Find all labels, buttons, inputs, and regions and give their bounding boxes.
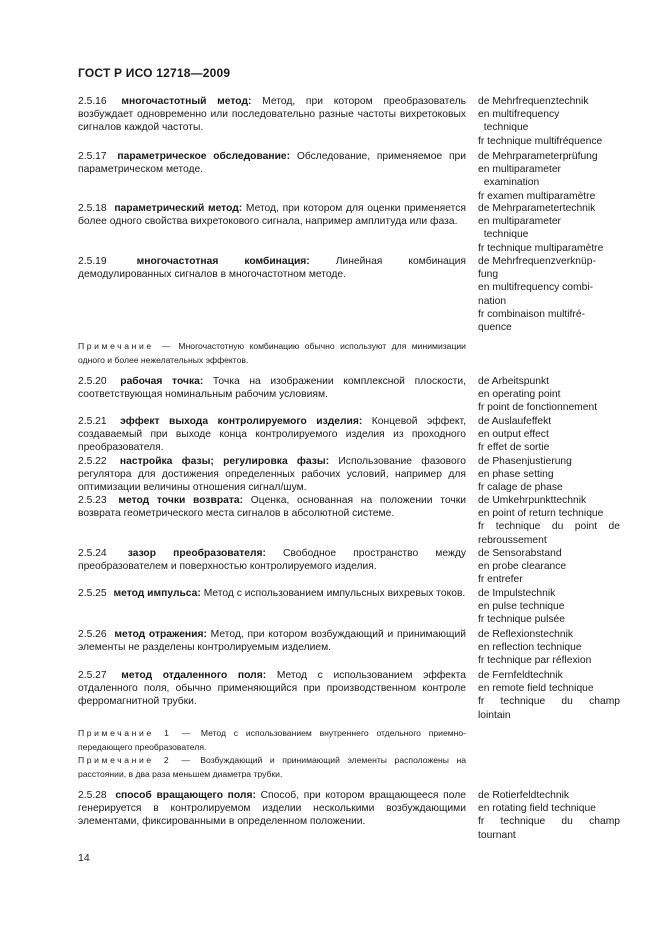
entry-term: рабочая точка:	[120, 376, 204, 387]
equivalent-line: de Mehrparametertechnik	[478, 203, 596, 214]
equivalent-line: de Mehrfrequenzverknüp-	[478, 256, 596, 267]
equivalent-line: de Sensorabstand	[478, 548, 562, 559]
note-text: Многочастотную комбинацию обычно используют для минимизации одного и более нежелательных эффектов.	[78, 341, 466, 365]
entry-2-5-25	[78, 587, 466, 600]
equivalents-2-5-19	[478, 255, 620, 334]
equivalents-2-5-17	[478, 150, 620, 203]
equivalent-line: de Impulstechnik	[478, 588, 556, 599]
entry-2-5-22	[78, 455, 466, 495]
equivalents-2-5-16	[478, 95, 620, 148]
entry-term: метод импульса:	[113, 588, 201, 599]
equivalents-2-5-24	[478, 547, 620, 587]
equivalent-line: de Auslaufeffekt	[478, 416, 552, 427]
entry-definition: Оценка, основанная на положении точки возврата геометрического места сигналов в абсолютной системе.	[78, 495, 466, 520]
entry-definition: Метод с использованием эффекта отдаленного поля, обычно применяющийся при производственном контроле ферромагнитной трубки.	[78, 670, 466, 708]
entry-number: 2.5.22	[78, 456, 107, 467]
note-text: Метод с использованием внутреннего отдельного приемно-передающего преобразователя.	[78, 728, 467, 752]
equivalents-2-5-25	[478, 587, 620, 627]
note-label: Примечание 1 —	[78, 728, 194, 738]
equivalent-line: en output effect	[478, 429, 549, 441]
equivalent-line: fr technique par réflexion	[478, 655, 592, 667]
entry-number: 2.5.21	[78, 416, 107, 427]
entry-2-5-23	[78, 494, 466, 520]
equivalents-2-5-23	[478, 494, 620, 547]
equivalents-2-5-20	[478, 375, 620, 415]
entry-definition: Точка на изображении комплексной плоскости, соответствующая номинальным рабочим условиям.	[78, 376, 466, 401]
equivalent-line: technique	[478, 122, 529, 134]
entry-2-5-17	[78, 150, 466, 176]
equivalent-line: en multiparameter	[478, 216, 561, 228]
entry-2-5-18	[78, 202, 466, 228]
equivalent-line: en reflection technique	[478, 642, 582, 654]
equivalent-line: en remote field technique	[478, 683, 594, 695]
entry-number: 2.5.16	[78, 96, 107, 107]
entry-term: зазор преобразователя:	[127, 548, 266, 559]
entry-definition: Концевой эффект, создаваемый при выходе конца контролируемого изделия из проходного преобразователя.	[78, 416, 466, 454]
equivalent-line: nation	[478, 295, 507, 307]
equivalent-line: rebroussement	[478, 534, 547, 546]
entry-term: метод точки возврата:	[118, 495, 244, 506]
entry-2-5-16	[78, 95, 466, 135]
equivalent-line: tournant	[478, 829, 516, 841]
entry-2-5-28	[78, 789, 466, 829]
equivalent-line: de Rotierfeldtechnik	[478, 790, 570, 801]
entry-2-5-21	[78, 415, 466, 455]
entry-definition: Использование фазового регулятора для достижения определенных рабочих условий, например для оптимизации величины отношения сигнал/шум.	[78, 456, 466, 494]
equivalent-line: technique	[478, 229, 529, 241]
equivalent-line: fr effet de sortie	[478, 442, 550, 454]
equivalents-2-5-27	[478, 669, 620, 722]
entry-definition: Свободное пространство между преобразователем и поверхностью контролируемого изделия.	[78, 548, 466, 573]
entry-term: параметрический метод:	[114, 203, 243, 214]
entry-number: 2.5.23	[78, 495, 107, 506]
equivalent-line: en point of return technique	[478, 508, 604, 520]
equivalent-line: de Mehrfrequenztechnik	[478, 96, 589, 107]
entry-number: 2.5.24	[78, 548, 107, 559]
entry-definition: Способ, при котором вращающееся поле генерируется в контролируемом изделии несколькими возбуждающими элементами, фиксированными в определенном положении.	[78, 790, 466, 828]
equivalent-line: de Phasenjustierung	[478, 456, 572, 467]
entry-number: 2.5.17	[78, 151, 107, 162]
equivalents-2-5-28	[478, 789, 620, 842]
entry-definition: Метод, при котором для оценки применяется более одного свойства вихретокового сигнала, например амплитуда или фаза.	[78, 203, 466, 228]
entry-2-5-19	[78, 255, 466, 281]
equivalent-line: fr entrefer	[478, 574, 523, 586]
equivalent-line: fr technique du champ	[478, 696, 620, 708]
equivalent-line: fr examen multiparamètre	[478, 190, 596, 202]
entry-2-5-20	[78, 375, 466, 401]
equivalents-2-5-18	[478, 202, 620, 255]
entry-term: многочастотная комбинация:	[136, 256, 310, 267]
equivalent-line: fr technique multiparamètre	[478, 242, 604, 254]
equivalent-line: quence	[478, 322, 512, 334]
entry-number: 2.5.18	[78, 203, 107, 214]
equivalent-line: fr calage de phase	[478, 482, 563, 494]
entry-definition: Метод с использованием импульсных вихревых токов.	[203, 588, 466, 599]
entry-definition: Метод, при котором возбуждающий и принимающий элементы не разделены контролируемым изделием.	[78, 629, 466, 654]
entry-term: эффект выхода контролируемого изделия:	[120, 416, 363, 427]
equivalent-line: fr point de fonctionnement	[478, 402, 598, 414]
entry-term: настройка фазы; регулировка фазы:	[119, 456, 330, 467]
equivalent-line: de Arbeitspunkt	[478, 376, 549, 387]
entry-definition: Метод, при котором преобразователь возбуждает одновременно или последовательно разные частоты вихретоковых сигналов каждой частоты.	[78, 96, 466, 134]
entry-number: 2.5.20	[78, 376, 107, 387]
note-text: Возбуждающий и принимающий элементы расположены на расстоянии, в два раза меньшем диаметра трубки.	[78, 755, 467, 779]
equivalent-line: de Umkehrpunkttechnik	[478, 495, 587, 506]
entry-number: 2.5.28	[78, 790, 107, 801]
entry-term: многочастотный метод:	[121, 96, 252, 107]
equivalent-line: en pulse technique	[478, 601, 565, 613]
note-2-5-27-1	[78, 727, 466, 754]
equivalent-line: fr combinaison multifré-	[478, 308, 586, 320]
equivalent-line: de Fernfeldtechnik	[478, 670, 563, 681]
entry-term: метод отражения:	[114, 629, 207, 640]
equivalents-2-5-26	[478, 628, 620, 668]
equivalent-line: en probe clearance	[478, 561, 567, 573]
equivalent-line: de Mehrparameterprüfung	[478, 151, 598, 162]
entry-term: параметрическое обследование:	[117, 151, 291, 162]
equivalent-line: de Reflexionstechnik	[478, 629, 574, 640]
equivalent-line: en rotating field technique	[478, 803, 596, 815]
page-number: 14	[78, 852, 90, 864]
entry-2-5-26	[78, 628, 466, 654]
equivalents-2-5-22	[478, 455, 620, 495]
entry-2-5-24	[78, 547, 466, 573]
equivalent-line: en multifrequency	[478, 109, 560, 121]
equivalent-line: fung	[478, 269, 499, 281]
equivalent-line: fr technique du point de	[478, 521, 620, 533]
note-2-5-27-2	[78, 754, 466, 781]
document-header: ГОСТ Р ИСО 12718—2009	[78, 66, 231, 80]
equivalent-line: en operating point	[478, 389, 561, 401]
entry-2-5-27	[78, 669, 466, 709]
note-label: Примечание 2 —	[78, 755, 193, 765]
equivalents-2-5-21	[478, 415, 620, 455]
equivalent-line: examination	[478, 177, 540, 189]
entry-number: 2.5.25	[78, 588, 107, 599]
entry-definition: Линейная комбинация демодулированных сигналов в многочастотном методе.	[78, 256, 466, 281]
equivalent-line: en multifrequency combi-	[478, 282, 594, 294]
entry-term: способ вращающего поля:	[115, 790, 256, 801]
note-2-5-19	[78, 340, 466, 367]
entry-term: метод отдаленного поля:	[121, 670, 267, 681]
equivalent-line: fr technique du champ	[478, 816, 620, 828]
equivalent-line: fr technique multifréquence	[478, 135, 603, 147]
equivalent-line: lointain	[478, 709, 511, 721]
entry-definition: Обследование, применяемое при параметрическом методе.	[78, 151, 466, 176]
note-label: Примечание —	[78, 341, 173, 351]
equivalent-line: en phase setting	[478, 469, 554, 481]
entry-number: 2.5.27	[78, 670, 107, 681]
entry-number: 2.5.26	[78, 629, 107, 640]
equivalent-line: en multiparameter	[478, 164, 561, 176]
equivalent-line: fr technique pulsée	[478, 614, 566, 626]
entry-number: 2.5.19	[78, 256, 107, 267]
